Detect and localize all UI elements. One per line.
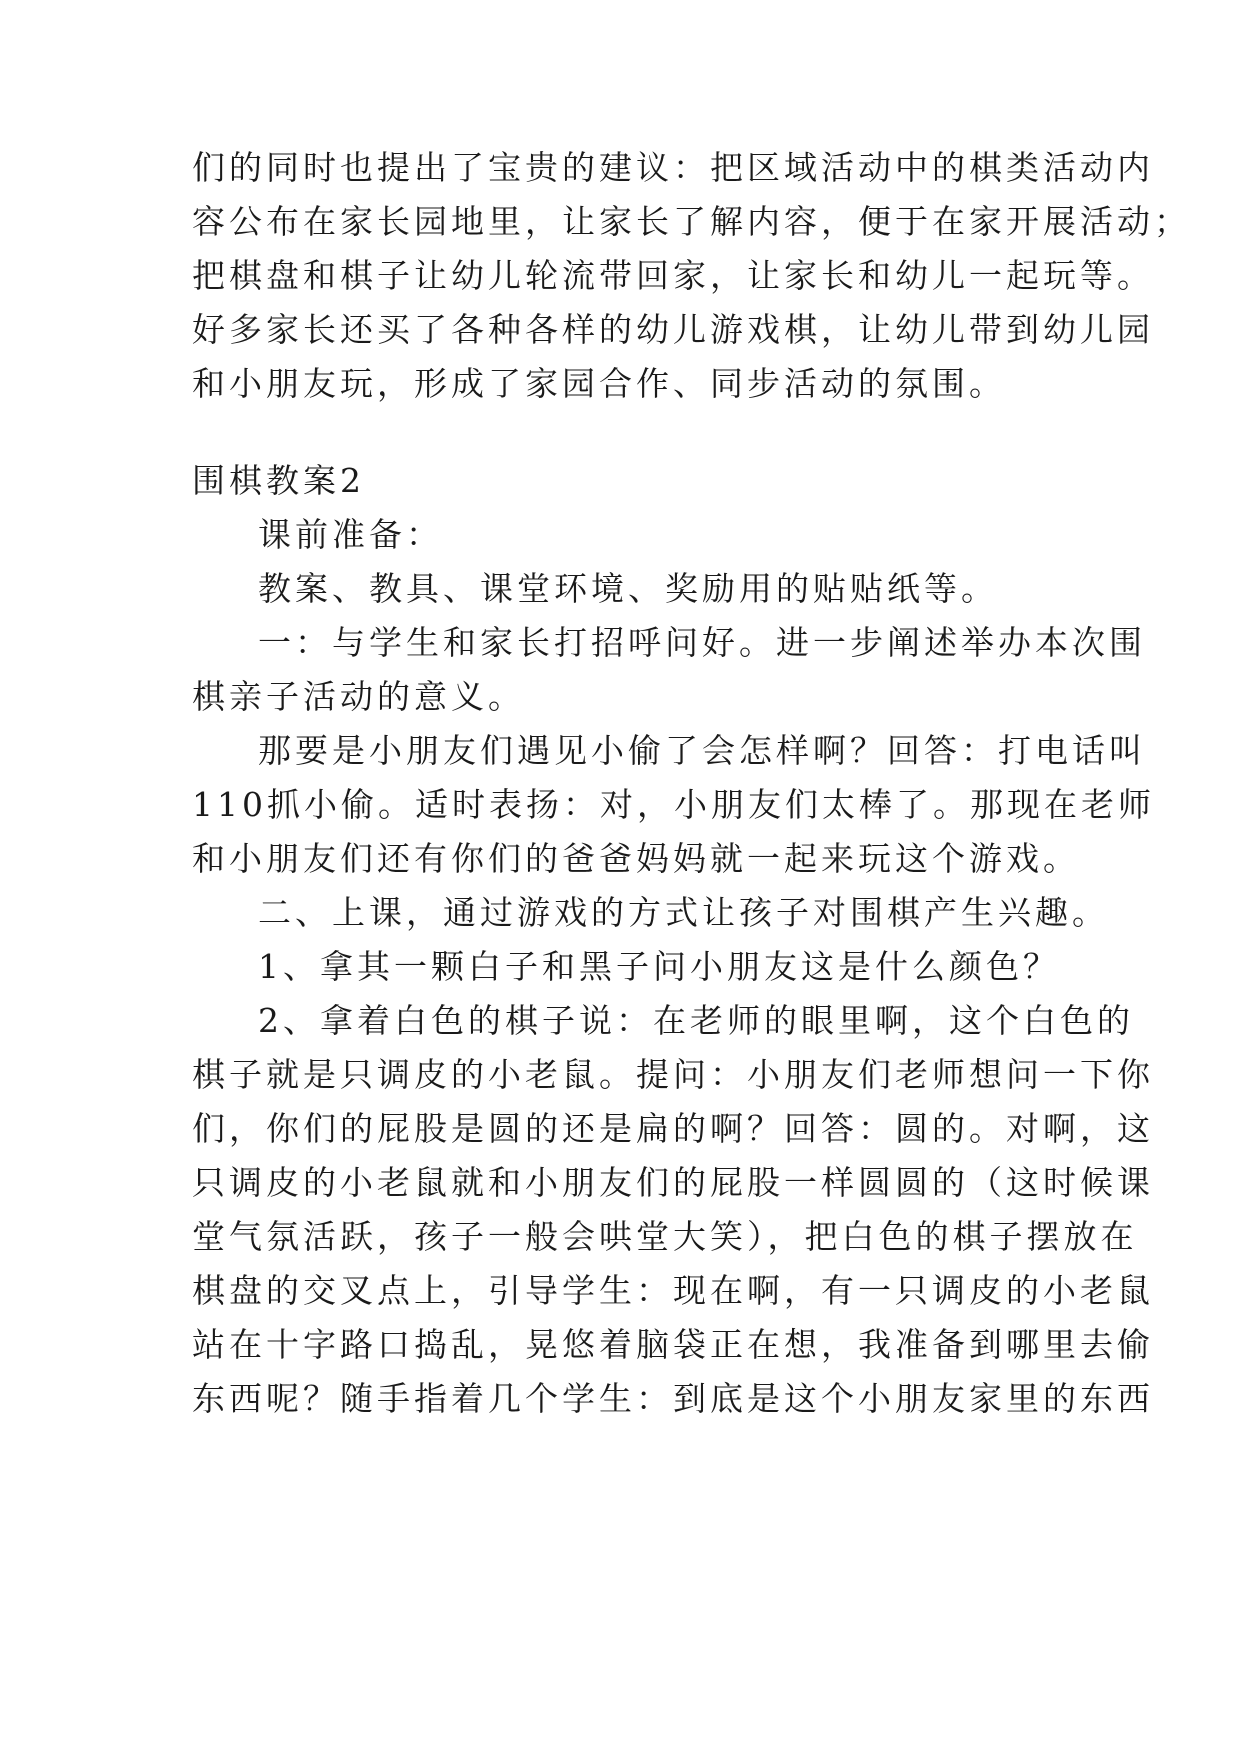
paragraph-line: 好多家长还买了各种各样的幼儿游戏棋，让幼儿带到幼儿园 (192, 310, 1154, 349)
paragraph-line: 棋子就是只调皮的小老鼠。提问：小朋友们老师想问一下你 (192, 1055, 1154, 1094)
paragraph-line: 教案、教具、课堂环境、奖励用的贴贴纸等。 (258, 569, 998, 608)
paragraph-line: 只调皮的小老鼠就和小朋友们的屁股一样圆圆的（这时候课 (192, 1163, 1154, 1202)
paragraph-line: 们，你们的屁股是圆的还是扁的啊？回答：圆的。对啊，这 (192, 1109, 1154, 1148)
paragraph-line: 和小朋友玩，形成了家园合作、同步活动的氛围。 (192, 364, 1006, 403)
paragraph-line: 1、拿其一颗白子和黑子问小朋友这是什么颜色？ (258, 947, 1060, 986)
paragraph-line: 110抓小偷。适时表扬：对，小朋友们太棒了。那现在老师 (192, 785, 1155, 824)
paragraph-line: 一：与学生和家长打招呼问好。进一步阐述举办本次围 (258, 623, 1146, 662)
paragraph-line: 棋亲子活动的意义。 (192, 677, 525, 716)
paragraph-line: 和小朋友们还有你们的爸爸妈妈就一起来玩这个游戏。 (192, 839, 1080, 878)
paragraph-line: 容公布在家长园地里，让家长了解内容，便于在家开展活动； (192, 202, 1191, 241)
paragraph-line: 课前准备： (258, 515, 443, 554)
paragraph-line: 棋盘的交叉点上，引导学生：现在啊，有一只调皮的小老鼠 (192, 1271, 1154, 1310)
paragraph-line: 东西呢？随手指着几个学生：到底是这个小朋友家里的东西 (192, 1379, 1154, 1418)
paragraph-line: 站在十字路口捣乱，晃悠着脑袋正在想，我准备到哪里去偷 (192, 1325, 1154, 1364)
paragraph-line: 把棋盘和棋子让幼儿轮流带回家，让家长和幼儿一起玩等。 (192, 256, 1154, 295)
paragraph-line: 堂气氛活跃，孩子一般会哄堂大笑），把白色的棋子摆放在 (192, 1217, 1138, 1256)
section-title: 围棋教案2 (192, 461, 365, 500)
paragraph-line: 二、上课，通过游戏的方式让孩子对围棋产生兴趣。 (258, 893, 1109, 932)
paragraph-line: 2、拿着白色的棋子说：在老师的眼里啊，这个白色的 (258, 1001, 1134, 1040)
paragraph-line: 那要是小朋友们遇见小偷了会怎样啊？回答：打电话叫 (258, 731, 1146, 770)
paragraph-line: 们的同时也提出了宝贵的建议：把区域活动中的棋类活动内 (192, 148, 1154, 187)
